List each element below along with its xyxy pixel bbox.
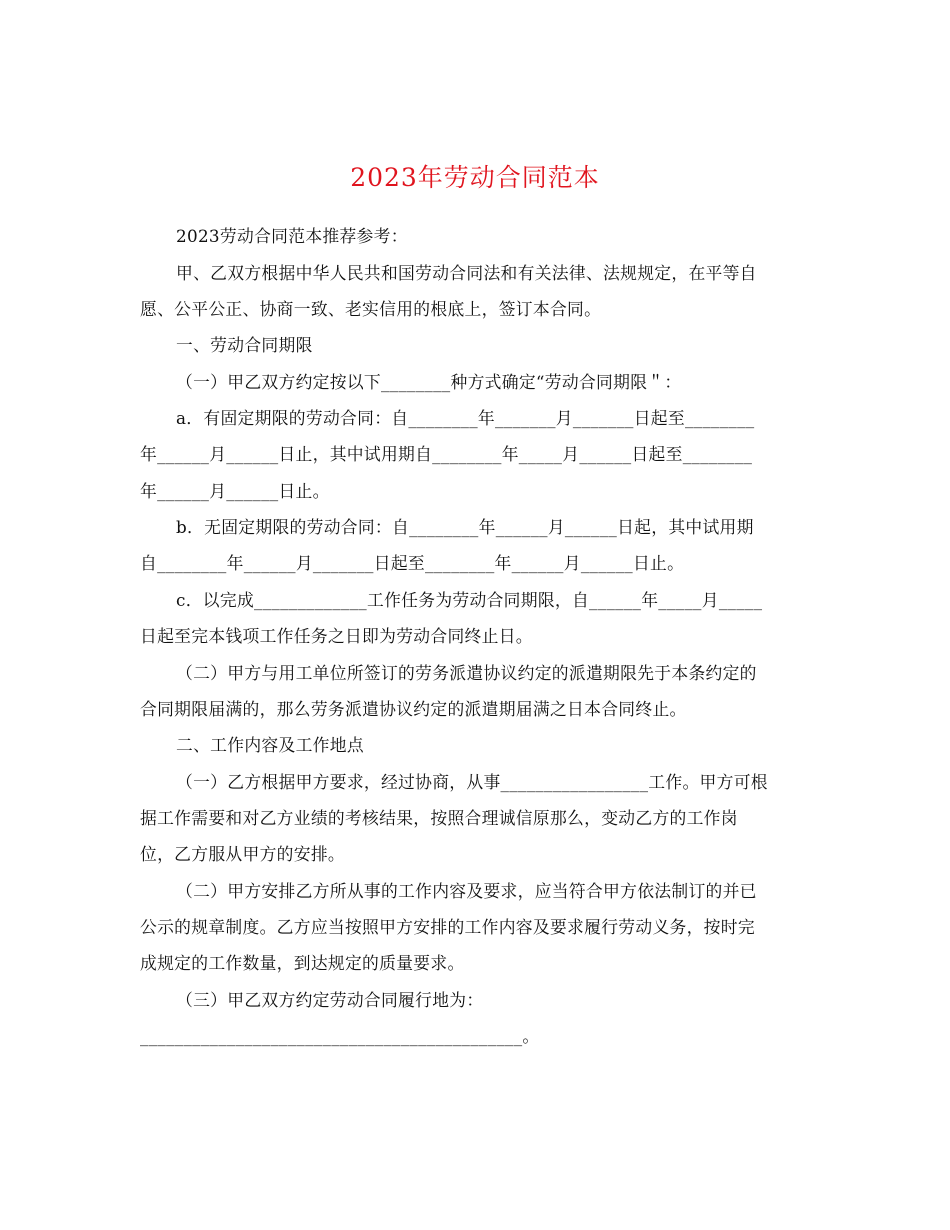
workplace-blank-line: ____________________________________________。 <box>140 1026 540 1046</box>
clause-2-2-line-2: 公示的规章制度。乙方应当按照甲方安排的工作内容及要求履行劳动义务，按时完 <box>140 917 755 937</box>
clause-b-line-2: 自________年______月_______日起至________年______月______日止。 <box>140 553 685 573</box>
preamble-line-2: 愿、公平公正、协商一致、老实信用的根底上，签订本合同。 <box>140 299 602 319</box>
clause-a-line-2: 年______月______日止，其中试用期自________年_____月______日起至________ <box>140 444 753 464</box>
clause-c-line-1: c．以完成_____________工作任务为劳动合同期限，自______年_____月_____ <box>176 590 763 610</box>
document-title: 2023年劳动合同范本 <box>350 162 600 192</box>
clause-1-1: （一）甲乙双方约定按以下________种方式确定“劳动合同期限＂： <box>176 372 682 392</box>
clause-a-line-1: a．有固定期限的劳动合同：自________年_______月_______日起至________ <box>176 408 755 428</box>
clause-1-2-line-1: （二）甲方与用工单位所签订的劳务派遣协议约定的派遣期限先于本条约定的 <box>176 663 757 683</box>
section-heading-work: 二、工作内容及工作地点 <box>176 735 364 755</box>
preamble-line-1: 甲、乙双方根据中华人民共和国劳动合同法和有关法律、法规规定，在平等自 <box>176 263 757 283</box>
clause-c-line-2: 日起至完本钱项工作任务之日即为劳动合同终止日。 <box>140 626 533 646</box>
clause-2-2-line-3: 成规定的工作数量，到达规定的质量要求。 <box>140 953 465 973</box>
clause-b-line-1: b．无固定期限的劳动合同：自________年______月______日起，其中试用期 <box>176 517 754 537</box>
section-heading-term: 一、劳动合同期限 <box>176 335 313 355</box>
clause-2-3-line-1: （三）甲乙双方约定劳动合同履行地为： <box>176 990 484 1010</box>
intro-line: 2023劳动合同范本推荐参考： <box>176 226 408 246</box>
clause-2-2-line-1: （二）甲方安排乙方所从事的工作内容及要求，应当符合甲方依法制订的并已 <box>176 881 757 901</box>
clause-2-1-line-1: （一）乙方根据甲方要求，经过协商，从事_________________工作。甲方可根 <box>176 772 768 792</box>
clause-2-1-line-3: 位，乙方服从甲方的安排。 <box>140 844 345 864</box>
clause-1-2-line-2: 合同期限届满的，那么劳务派遣协议约定的派遣期届满之日本合同终止。 <box>140 699 687 719</box>
clause-2-1-line-2: 据工作需要和对乙方业绩的考核结果，按照合理诚信原那么，变动乙方的工作岗 <box>140 808 738 828</box>
clause-a-line-3: 年______月______日止。 <box>140 481 330 501</box>
